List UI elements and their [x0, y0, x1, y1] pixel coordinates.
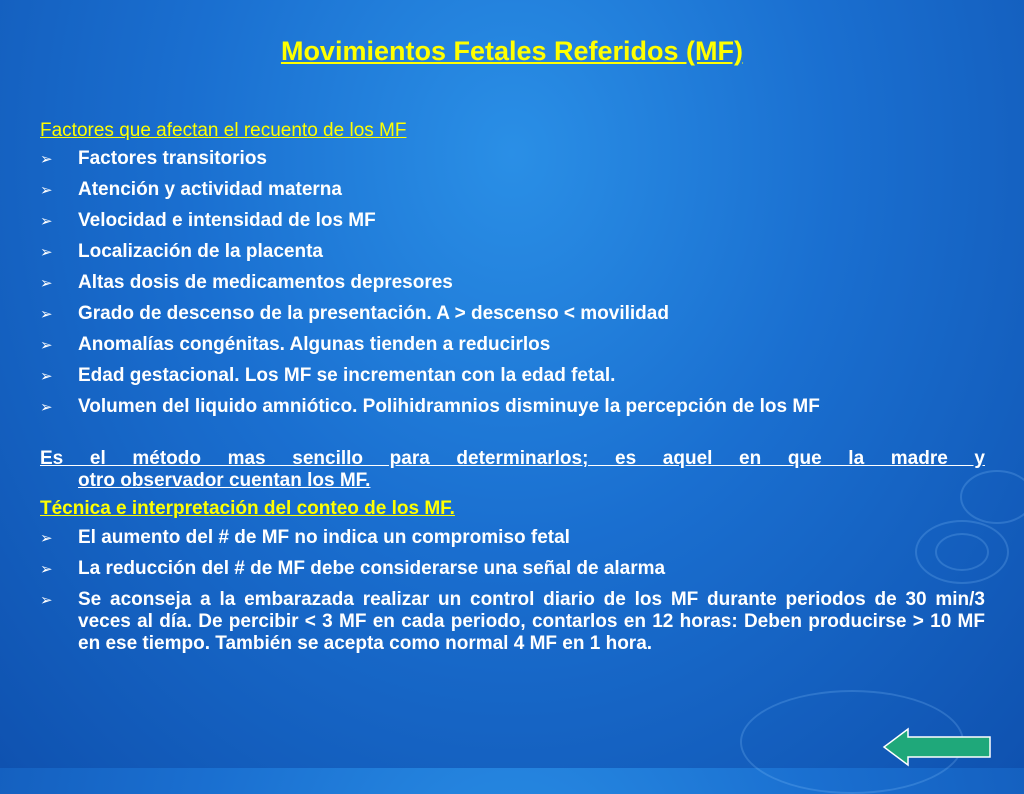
list-item-text: El aumento del # de MF no indica un compromiso fetal: [78, 527, 570, 548]
method-paragraph-line1: Es el método mas sencillo para determinarlos; es aquel en que la madre y: [40, 448, 985, 469]
list-item: [40, 179, 985, 201]
slide-content: [40, 120, 985, 664]
bullet-arrow-icon: ➢: [40, 337, 53, 354]
list-item: [40, 365, 985, 387]
bullet-arrow-icon: ➢: [40, 244, 53, 261]
technique-list: [40, 527, 985, 655]
list-item-text: Altas dosis de medicamentos depresores: [78, 272, 453, 293]
list-item-text: Volumen del liquido amniótico. Polihidramnios disminuye la percepción de los MF: [78, 396, 820, 417]
bullet-arrow-icon: ➢: [40, 306, 53, 323]
list-item: [40, 589, 985, 655]
list-item: [40, 396, 985, 418]
list-item: [40, 527, 985, 549]
list-item-text: Factores transitorios: [78, 148, 267, 169]
list-item: [40, 334, 985, 356]
section-heading-technique: Técnica e interpretación del conteo de los MF.: [40, 498, 455, 519]
list-item-text: Anomalías congénitas. Algunas tienden a reducirlos: [78, 334, 551, 355]
list-item-text: La reducción del # de MF debe considerarse una señal de alarma: [78, 558, 666, 579]
method-paragraph-line2: otro observador cuentan los MF.: [78, 470, 371, 491]
list-item-text: Grado de descenso de la presentación. A > descenso < movilidad: [78, 303, 669, 324]
list-item-text: Edad gestacional. Los MF se incrementan con la edad fetal.: [78, 365, 616, 386]
back-button[interactable]: [882, 727, 994, 767]
bullet-arrow-icon: ➢: [40, 275, 53, 292]
list-item: [40, 303, 985, 325]
list-item: [40, 272, 985, 294]
method-paragraph: [40, 448, 985, 492]
bullet-arrow-icon: ➢: [40, 399, 53, 416]
bullet-arrow-icon: ➢: [40, 368, 53, 385]
list-item-text: Velocidad e intensidad de los MF: [78, 210, 376, 231]
bullet-arrow-icon: ➢: [40, 151, 53, 168]
bullet-arrow-icon: ➢: [40, 530, 53, 547]
list-item: [40, 241, 985, 263]
list-item: [40, 558, 985, 580]
back-arrow-icon: [882, 727, 994, 767]
list-item-text: Localización de la placenta: [78, 241, 323, 262]
list-item: [40, 210, 985, 232]
section-heading-factors: Factores que afectan el recuento de los MF: [40, 120, 407, 141]
factors-list: [40, 148, 985, 418]
list-item-text: Se aconseja a la embarazada realizar un control diario de los MF durante periodos de 30 min/3 veces al día. De percibir < 3 MF en cada periodo, contarlos en 12 horas: Deben producirse > 10 MF en ese tiempo. También se acepta como normal 4 MF en 1 hora.: [78, 589, 985, 654]
bullet-arrow-icon: ➢: [40, 592, 53, 609]
list-item-text: Atención y actividad materna: [78, 179, 342, 200]
bullet-arrow-icon: ➢: [40, 182, 53, 199]
bullet-arrow-icon: ➢: [40, 213, 53, 230]
bullet-arrow-icon: ➢: [40, 561, 53, 578]
slide-title: Movimientos Fetales Referidos (MF): [280, 36, 744, 66]
list-item: [40, 148, 985, 170]
